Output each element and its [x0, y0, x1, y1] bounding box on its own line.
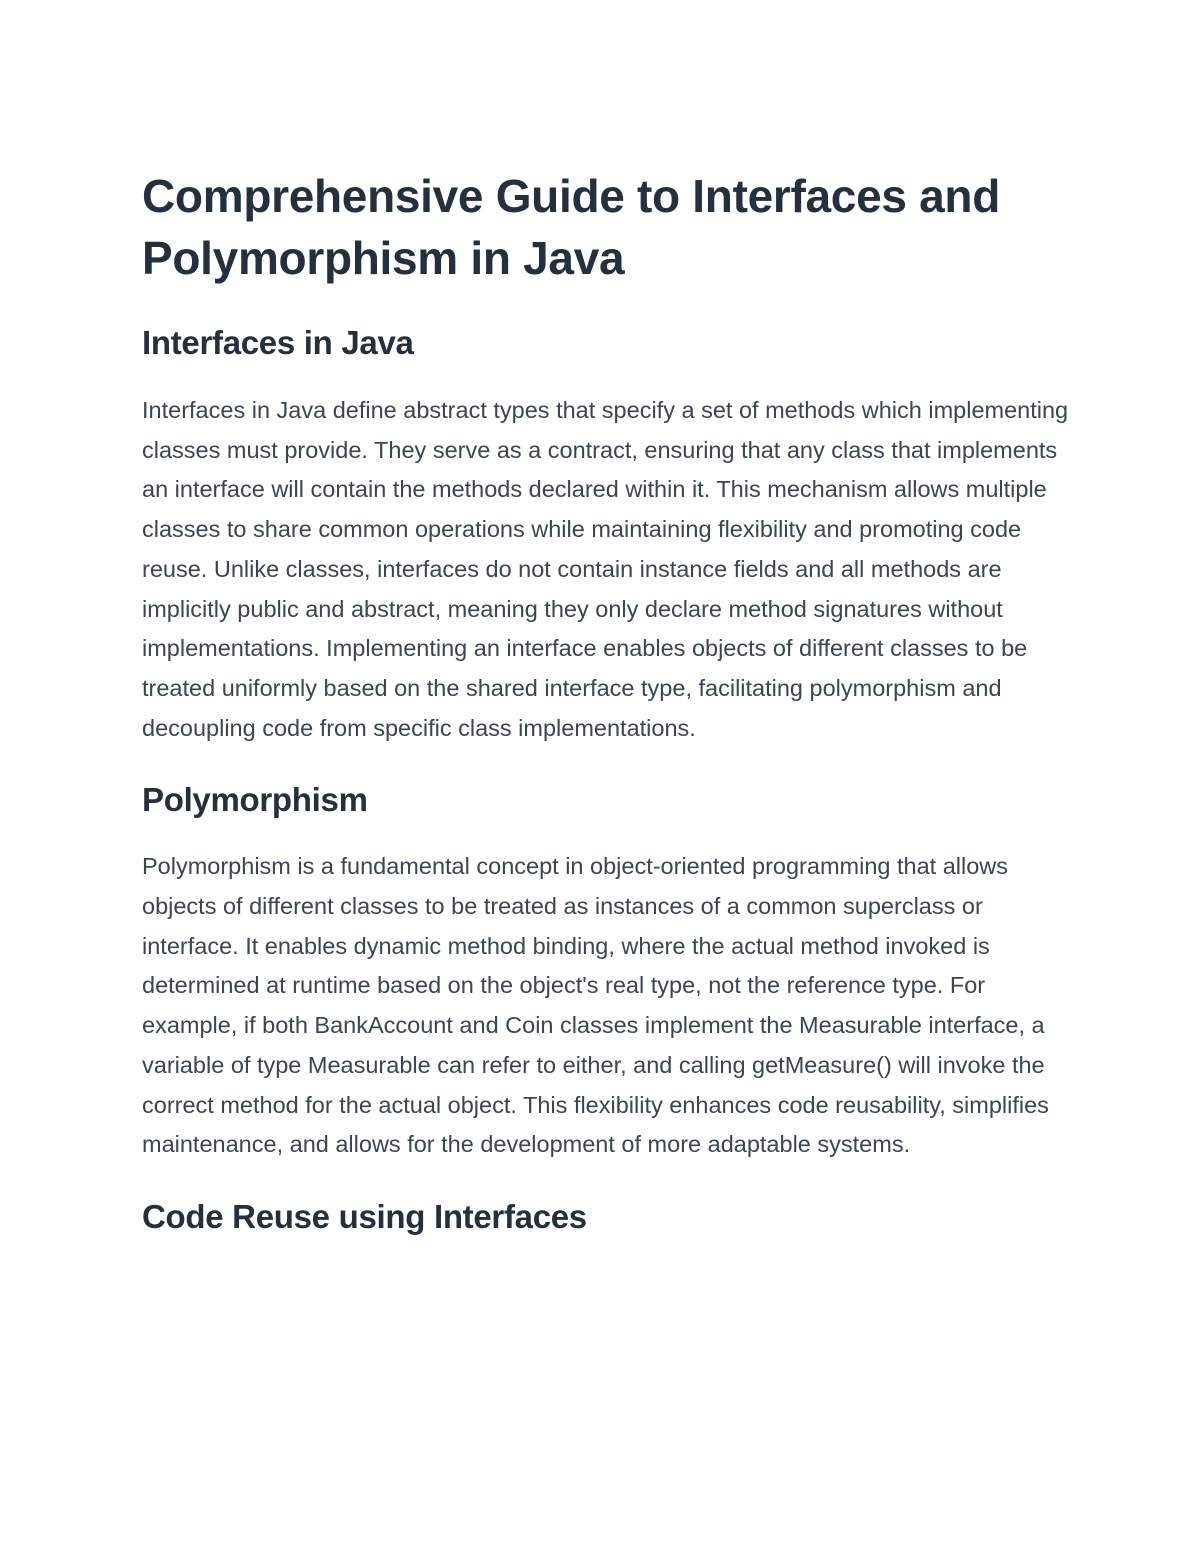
section-body-interfaces: Interfaces in Java define abstract types that specify a set of methods which implementing classes must provide. They serve as a contract, ensuring that any class that implements an interface will contain the methods declared within it. This mechanism allows multiple classes to share common operations while maintaining flexibility and promoting code reuse. Unlike classes, interfaces do not contain instance fields and all methods are implicitly public and abstract, meaning they only declare method signatures without implementations. Implementing an interface enables objects of different classes to be treated uniformly based on the shared interface type, facilitating polymorphism and decoupling code from specific class implementations. — [142, 397, 1069, 741]
section-heading-interfaces: Interfaces in Java — [142, 324, 414, 361]
section-body-polymorphism: Polymorphism is a fundamental concept in object-oriented programming that allows objects of different classes to be treated as instances of a common superclass or interface. It enables dynamic method binding, where the actual method invoked is determined at runtime based on the object's real type, not the reference type. For example, if both BankAccount and Coin classes implement the Measurable interface, a variable of type Measurable can refer to either, and calling getMeasure() will invoke the correct method for the actual object. This flexibility enhances code reusability, simplifies maintenance, and allows for the development of more adaptable systems. — [142, 853, 1049, 1158]
document-page — [142, 165, 1072, 1239]
document-title: Comprehensive Guide to Interfaces and Polymorphism in Java — [142, 170, 1001, 284]
section-heading-polymorphism: Polymorphism — [142, 781, 368, 819]
section-heading-code-reuse: Code Reuse using Interfaces — [142, 1197, 587, 1235]
